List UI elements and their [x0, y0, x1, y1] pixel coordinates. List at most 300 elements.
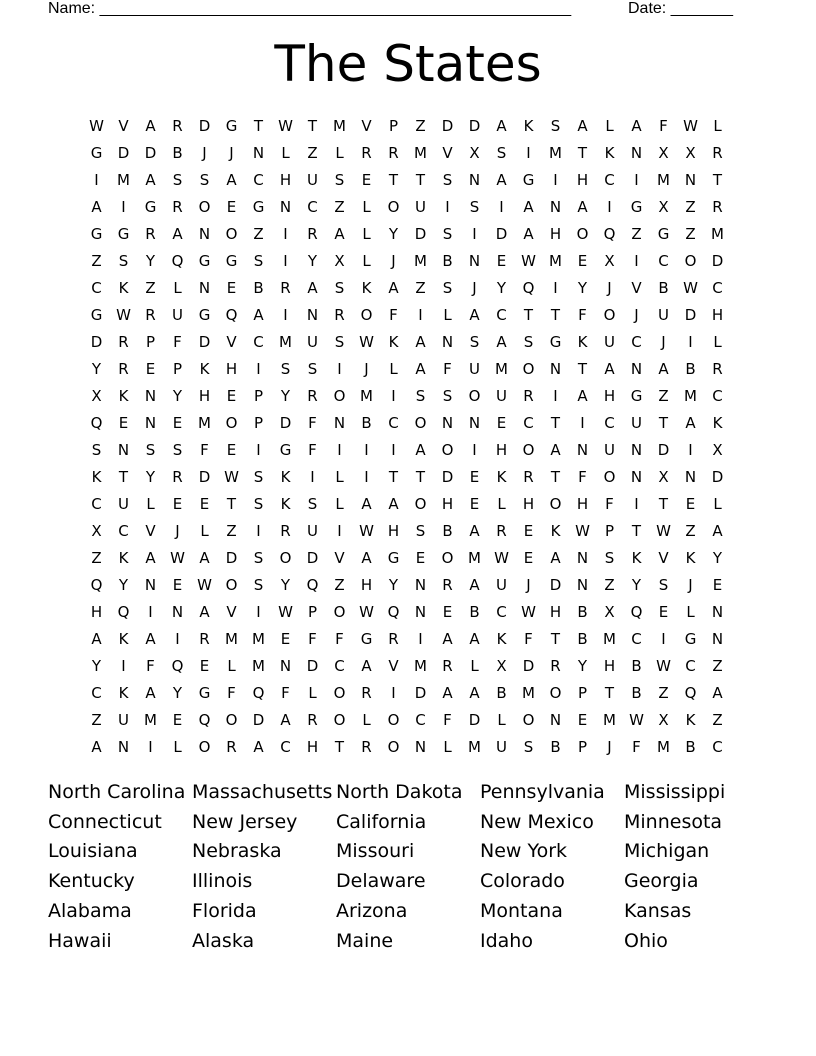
- grid-letter: Z: [91, 251, 102, 270]
- grid-letter: Q: [198, 710, 211, 729]
- grid-letter: A: [307, 278, 318, 297]
- grid-letter: M: [225, 629, 238, 648]
- grid-letter: X: [91, 386, 102, 405]
- word-list: [48, 777, 768, 956]
- grid-letter: S: [253, 575, 264, 594]
- grid-letter: F: [227, 683, 236, 702]
- grid-letter: S: [91, 440, 102, 459]
- grid-letter: Z: [253, 224, 264, 243]
- grid-letter: O: [279, 548, 292, 567]
- grid-letter: H: [576, 494, 589, 513]
- word-list-item: Florida: [192, 900, 257, 923]
- grid-letter: T: [658, 413, 669, 432]
- grid-letter: E: [172, 413, 183, 432]
- grid-letter: I: [310, 467, 315, 486]
- grid-letter: N: [549, 710, 562, 729]
- grid-letter: X: [469, 143, 480, 162]
- grid-letter: K: [712, 413, 723, 432]
- grid-letter: A: [145, 548, 156, 567]
- grid-letter: C: [253, 170, 264, 189]
- grid-letter: W: [278, 602, 293, 621]
- grid-letter: N: [684, 170, 697, 189]
- grid-letter: K: [361, 278, 372, 297]
- grid-letter: F: [605, 494, 614, 513]
- grid-letter: Q: [90, 575, 103, 594]
- grid-letter: N: [630, 143, 643, 162]
- grid-letter: V: [145, 521, 156, 540]
- grid-letter: O: [360, 305, 373, 324]
- grid-letter: A: [145, 629, 156, 648]
- grid-letter: E: [172, 494, 183, 513]
- grid-letter: R: [388, 629, 399, 648]
- grid-letter: S: [199, 170, 210, 189]
- grid-letter: I: [580, 413, 585, 432]
- grid-letter: V: [226, 602, 237, 621]
- word-list-item: Georgia: [624, 870, 699, 893]
- grid-letter: W: [197, 575, 212, 594]
- grid-letter: A: [199, 548, 210, 567]
- grid-letter: L: [227, 656, 236, 675]
- grid-letter: C: [415, 710, 426, 729]
- grid-letter: R: [712, 197, 723, 216]
- grid-letter: A: [550, 440, 561, 459]
- grid-letter: Q: [387, 602, 400, 621]
- grid-letter: R: [361, 683, 372, 702]
- grid-letter: S: [442, 170, 453, 189]
- grid-letter: M: [522, 683, 535, 702]
- grid-letter: U: [307, 170, 318, 189]
- grid-letter: N: [441, 332, 454, 351]
- grid-letter: S: [307, 359, 318, 378]
- grid-letter: M: [657, 737, 670, 756]
- grid-letter: M: [657, 170, 670, 189]
- grid-letter: R: [145, 224, 156, 243]
- grid-letter: R: [496, 521, 507, 540]
- grid-letter: A: [442, 683, 453, 702]
- grid-letter: H: [522, 494, 535, 513]
- grid-letter: M: [414, 656, 427, 675]
- grid-letter: R: [442, 656, 453, 675]
- grid-letter: J: [526, 575, 531, 594]
- grid-letter: W: [359, 332, 374, 351]
- grid-letter: A: [253, 737, 264, 756]
- grid-letter: O: [414, 494, 427, 513]
- grid-letter: R: [388, 143, 399, 162]
- grid-letter: G: [522, 170, 535, 189]
- grid-letter: A: [469, 683, 480, 702]
- grid-letter: Z: [631, 224, 642, 243]
- grid-letter: X: [712, 440, 723, 459]
- grid-letter: E: [523, 548, 534, 567]
- grid-letter: S: [415, 386, 426, 405]
- grid-letter: A: [199, 602, 210, 621]
- grid-letter: V: [388, 656, 399, 675]
- grid-letter: F: [281, 683, 290, 702]
- grid-letter: S: [253, 494, 264, 513]
- grid-letter: R: [361, 737, 372, 756]
- grid-letter: V: [334, 548, 345, 567]
- word-list-item: North Carolina: [48, 780, 186, 803]
- grid-letter: N: [117, 440, 130, 459]
- grid-letter: G: [90, 143, 103, 162]
- grid-letter: I: [634, 251, 639, 270]
- grid-letter: O: [522, 440, 535, 459]
- grid-letter: K: [118, 629, 129, 648]
- grid-letter: J: [175, 521, 180, 540]
- grid-letter: N: [306, 305, 319, 324]
- grid-letter: E: [712, 575, 723, 594]
- grid-letter: R: [226, 737, 237, 756]
- grid-letter: T: [334, 737, 345, 756]
- grid-letter: M: [333, 116, 346, 135]
- grid-letter: C: [307, 197, 318, 216]
- grid-letter: L: [281, 143, 290, 162]
- grid-letter: R: [118, 359, 129, 378]
- grid-letter: B: [685, 737, 696, 756]
- grid-letter: P: [253, 413, 264, 432]
- grid-letter: D: [144, 143, 157, 162]
- grid-letter: N: [144, 575, 157, 594]
- grid-letter: Y: [145, 467, 156, 486]
- grid-letter: G: [198, 251, 211, 270]
- grid-letter: A: [550, 548, 561, 567]
- grid-letter: Q: [252, 683, 265, 702]
- grid-letter: A: [469, 521, 480, 540]
- grid-letter: X: [496, 656, 507, 675]
- grid-letter: Z: [712, 656, 723, 675]
- grid-letter: I: [256, 521, 261, 540]
- grid-letter: Q: [603, 224, 616, 243]
- grid-letter: Q: [630, 602, 643, 621]
- grid-letter: V: [658, 548, 669, 567]
- grid-letter: B: [658, 278, 669, 297]
- grid-letter: W: [683, 116, 698, 135]
- grid-letter: G: [198, 683, 211, 702]
- grid-letter: R: [280, 521, 291, 540]
- grid-letter: D: [306, 548, 319, 567]
- grid-letter: O: [549, 494, 562, 513]
- grid-letter: N: [576, 440, 589, 459]
- grid-letter: A: [280, 710, 291, 729]
- grid-letter: S: [253, 548, 264, 567]
- grid-letter: M: [360, 386, 373, 405]
- word-list-item: Hawaii: [48, 929, 112, 952]
- grid-letter: B: [253, 278, 264, 297]
- grid-letter: E: [172, 575, 183, 594]
- grid-letter: C: [658, 251, 669, 270]
- grid-letter: Z: [604, 575, 615, 594]
- grid-letter: T: [253, 116, 264, 135]
- grid-letter: I: [256, 440, 261, 459]
- grid-letter: N: [117, 737, 130, 756]
- grid-letter: I: [634, 170, 639, 189]
- grid-letter: H: [549, 224, 562, 243]
- grid-letter: T: [712, 170, 723, 189]
- grid-letter: C: [604, 413, 615, 432]
- grid-letter: K: [496, 629, 507, 648]
- grid-letter: H: [711, 305, 724, 324]
- grid-letter: O: [387, 197, 400, 216]
- header-row: [48, 0, 748, 20]
- grid-letter: O: [684, 251, 697, 270]
- grid-letter: K: [577, 332, 588, 351]
- grid-letter: M: [684, 386, 697, 405]
- grid-letter: A: [253, 305, 264, 324]
- grid-letter: H: [306, 737, 319, 756]
- grid-letter: I: [688, 332, 693, 351]
- grid-letter: O: [576, 224, 589, 243]
- grid-letter: A: [361, 656, 372, 675]
- grid-letter: N: [468, 170, 481, 189]
- grid-letter: K: [118, 548, 129, 567]
- word-list-item: Arizona: [336, 900, 408, 923]
- grid-letter: L: [308, 683, 317, 702]
- grid-letter: O: [333, 683, 346, 702]
- grid-letter: Z: [658, 386, 669, 405]
- grid-letter: T: [658, 494, 669, 513]
- grid-letter: J: [661, 332, 666, 351]
- grid-letter: Y: [307, 251, 318, 270]
- grid-letter: D: [441, 467, 454, 486]
- grid-letter: A: [712, 683, 723, 702]
- grid-letter: H: [441, 494, 454, 513]
- grid-letter: O: [387, 737, 400, 756]
- grid-letter: S: [604, 548, 615, 567]
- grid-letter: L: [200, 521, 209, 540]
- grid-letter: A: [388, 278, 399, 297]
- grid-letter: P: [172, 359, 183, 378]
- grid-letter: S: [523, 737, 534, 756]
- grid-letter: G: [90, 305, 103, 324]
- grid-letter: W: [116, 305, 131, 324]
- grid-letter: I: [634, 494, 639, 513]
- grid-letter: D: [441, 116, 454, 135]
- grid-letter: H: [90, 602, 103, 621]
- grid-letter: K: [280, 467, 291, 486]
- grid-letter: B: [496, 683, 507, 702]
- grid-letter: Z: [334, 197, 345, 216]
- grid-letter: V: [442, 143, 453, 162]
- grid-letter: A: [415, 332, 426, 351]
- grid-letter: R: [523, 467, 534, 486]
- grid-letter: L: [389, 359, 398, 378]
- grid-letter: K: [523, 116, 534, 135]
- grid-letter: I: [364, 440, 369, 459]
- grid-letter: O: [549, 683, 562, 702]
- grid-letter: B: [577, 602, 588, 621]
- grid-letter: T: [550, 413, 561, 432]
- grid-letter: C: [91, 494, 102, 513]
- grid-letter: R: [334, 305, 345, 324]
- grid-letter: K: [280, 494, 291, 513]
- grid-letter: I: [526, 143, 531, 162]
- grid-letter: I: [391, 440, 396, 459]
- grid-letter: T: [631, 521, 642, 540]
- grid-letter: A: [172, 224, 183, 243]
- grid-letter: C: [388, 413, 399, 432]
- grid-letter: E: [442, 602, 453, 621]
- grid-letter: I: [418, 629, 423, 648]
- grid-letter: W: [521, 602, 536, 621]
- grid-letter: L: [173, 737, 182, 756]
- word-list-item: Mississippi: [624, 780, 726, 803]
- grid-letter: G: [225, 116, 238, 135]
- grid-letter: S: [253, 251, 264, 270]
- word-list-item: New Mexico: [480, 810, 594, 833]
- grid-letter: X: [91, 521, 102, 540]
- grid-letter: E: [523, 521, 534, 540]
- grid-letter: S: [334, 332, 345, 351]
- grid-letter: N: [414, 602, 427, 621]
- grid-letter: E: [226, 440, 237, 459]
- grid-letter: H: [549, 602, 562, 621]
- grid-letter: A: [523, 197, 534, 216]
- grid-letter: D: [225, 548, 238, 567]
- word-list-item: Montana: [480, 900, 563, 923]
- grid-letter: G: [144, 197, 157, 216]
- grid-letter: Q: [684, 683, 697, 702]
- grid-letter: O: [603, 467, 616, 486]
- grid-letter: C: [280, 737, 291, 756]
- grid-letter: L: [443, 305, 452, 324]
- grid-letter: A: [523, 224, 534, 243]
- grid-letter: L: [335, 143, 344, 162]
- grid-letter: Q: [225, 305, 238, 324]
- grid-letter: F: [173, 332, 182, 351]
- grid-letter: D: [198, 332, 211, 351]
- grid-letter: D: [684, 305, 697, 324]
- grid-letter: E: [199, 494, 210, 513]
- grid-letter: Z: [685, 224, 696, 243]
- grid-letter: F: [308, 440, 317, 459]
- grid-letter: Y: [145, 251, 156, 270]
- grid-letter: S: [469, 197, 480, 216]
- grid-letter: L: [470, 656, 479, 675]
- grid-letter: R: [523, 386, 534, 405]
- grid-letter: O: [441, 548, 454, 567]
- word-list-item: Kansas: [624, 900, 692, 923]
- grid-letter: K: [631, 548, 642, 567]
- grid-letter: A: [685, 413, 696, 432]
- grid-letter: E: [145, 359, 156, 378]
- grid-letter: T: [577, 359, 588, 378]
- grid-letter: E: [118, 413, 129, 432]
- grid-letter: X: [658, 197, 669, 216]
- grid-letter: V: [361, 116, 372, 135]
- grid-letter: S: [523, 332, 534, 351]
- grid-letter: D: [198, 116, 211, 135]
- grid-letter: R: [712, 359, 723, 378]
- grid-letter: T: [604, 683, 615, 702]
- grid-letter: O: [333, 710, 346, 729]
- grid-letter: G: [630, 197, 643, 216]
- grid-letter: N: [198, 278, 211, 297]
- grid-letter: X: [658, 467, 669, 486]
- grid-letter: S: [172, 170, 183, 189]
- grid-letter: I: [283, 251, 288, 270]
- grid-letter: E: [469, 467, 480, 486]
- date-field: Date: _______: [628, 0, 733, 17]
- grid-letter: U: [118, 710, 129, 729]
- grid-letter: E: [685, 494, 696, 513]
- grid-letter: E: [577, 710, 588, 729]
- grid-letter: M: [252, 629, 265, 648]
- grid-letter: N: [279, 197, 292, 216]
- word-list-item: Connecticut: [48, 810, 162, 833]
- grid-letter: A: [145, 170, 156, 189]
- grid-letter: D: [549, 575, 562, 594]
- grid-letter: F: [308, 413, 317, 432]
- grid-letter: N: [468, 251, 481, 270]
- grid-letter: K: [604, 143, 615, 162]
- grid-letter: F: [443, 710, 452, 729]
- word-list-item: Alaska: [192, 929, 255, 952]
- grid-letter: R: [307, 710, 318, 729]
- grid-letter: S: [253, 467, 264, 486]
- grid-letter: P: [307, 602, 318, 621]
- grid-letter: C: [91, 683, 102, 702]
- word-list-item: Idaho: [480, 929, 533, 952]
- grid-letter: M: [252, 656, 265, 675]
- grid-letter: I: [337, 440, 342, 459]
- word-list-item: Kentucky: [48, 870, 135, 893]
- grid-letter: U: [496, 737, 507, 756]
- grid-letter: Y: [280, 575, 291, 594]
- grid-letter: J: [364, 359, 369, 378]
- grid-letter: Z: [685, 521, 696, 540]
- grid-letter: M: [144, 710, 157, 729]
- grid-letter: S: [307, 494, 318, 513]
- grid-letter: Z: [145, 278, 156, 297]
- grid-letter: L: [146, 494, 155, 513]
- grid-letter: O: [522, 359, 535, 378]
- grid-letter: P: [577, 683, 588, 702]
- grid-letter: N: [711, 602, 724, 621]
- grid-letter: Z: [415, 116, 426, 135]
- grid-letter: A: [712, 521, 723, 540]
- grid-letter: D: [252, 710, 265, 729]
- grid-letter: S: [469, 332, 480, 351]
- grid-letter: I: [445, 197, 450, 216]
- grid-letter: U: [415, 197, 426, 216]
- grid-letter: C: [685, 656, 696, 675]
- grid-letter: Q: [306, 575, 319, 594]
- grid-letter: F: [146, 656, 155, 675]
- grid-letter: G: [225, 251, 238, 270]
- grid-letter: G: [387, 548, 400, 567]
- grid-letter: J: [688, 575, 693, 594]
- grid-letter: Y: [91, 656, 102, 675]
- grid-letter: X: [604, 251, 615, 270]
- grid-letter: K: [118, 278, 129, 297]
- grid-letter: Y: [496, 278, 507, 297]
- word-list-item: Colorado: [480, 870, 565, 893]
- grid-letter: E: [199, 656, 210, 675]
- grid-letter: I: [256, 602, 261, 621]
- word-list-item: Illinois: [192, 870, 253, 893]
- grid-letter: I: [121, 656, 126, 675]
- grid-letter: P: [604, 521, 615, 540]
- grid-letter: A: [658, 359, 669, 378]
- grid-letter: J: [202, 143, 207, 162]
- grid-letter: I: [553, 386, 558, 405]
- word-list-item: Massachusetts: [192, 780, 333, 803]
- grid-letter: D: [522, 656, 535, 675]
- grid-letter: D: [711, 467, 724, 486]
- grid-letter: S: [550, 116, 561, 135]
- grid-letter: R: [199, 629, 210, 648]
- grid-letter: I: [283, 224, 288, 243]
